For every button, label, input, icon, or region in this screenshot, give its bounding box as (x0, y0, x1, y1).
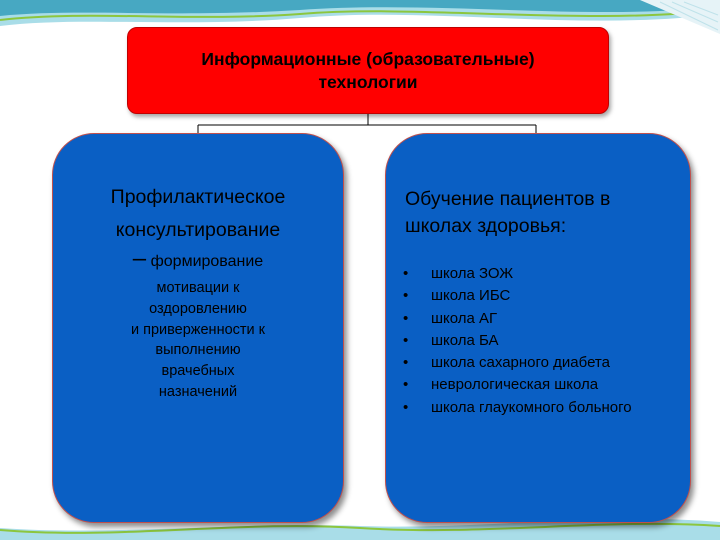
school-list (403, 263, 632, 419)
left-body-line: мотивации к (156, 280, 240, 296)
right-card (385, 133, 691, 523)
list-item-text: школа сахарного диабета (431, 354, 610, 372)
bullet-icon: • (403, 354, 409, 372)
list-item (403, 285, 632, 307)
left-dash-line (63, 245, 333, 272)
list-item (403, 330, 632, 352)
left-body-line: врачебных (161, 363, 235, 380)
left-heading (53, 181, 343, 247)
bullet-icon: • (403, 309, 409, 327)
list-item-text: школа ИБС (431, 287, 511, 305)
left-card (52, 133, 344, 523)
list-item-text: неврологическая школа (431, 376, 599, 394)
list-item (403, 374, 632, 396)
left-body-line: оздоровлению (149, 300, 247, 317)
right-heading (405, 186, 685, 240)
list-item-text: школа ЗОЖ (431, 265, 514, 282)
list-item-text: школа БА (431, 331, 499, 349)
left-heading-line-2: консультирование (115, 219, 281, 241)
bullet-icon: • (403, 287, 409, 305)
bullet-icon: • (403, 331, 409, 349)
bullet-icon: • (403, 376, 409, 394)
list-item (403, 397, 632, 419)
title-box (127, 27, 609, 114)
dash-glyph: – (132, 245, 147, 272)
left-dash-text: формирование (150, 253, 264, 270)
list-item (403, 308, 632, 330)
bullet-icon: • (403, 398, 409, 416)
list-item-text: школа глаукомного больного (431, 398, 632, 416)
right-heading-line-1: Обучение пациентов в (405, 188, 611, 210)
title-line-2: технологии (318, 71, 418, 92)
left-body (73, 278, 323, 403)
left-body-line: назначений (158, 383, 238, 400)
left-heading-line-1: Профилактическое (110, 186, 286, 208)
left-body-line: выполнению (155, 342, 241, 359)
bullet-icon: • (403, 265, 409, 282)
list-item (403, 263, 632, 285)
title-line-1: Информационные (образовательные) (201, 48, 535, 69)
right-heading-line-2: школах здоровья: (405, 215, 567, 237)
list-item-text: школа АГ (431, 309, 498, 327)
list-item (403, 352, 632, 374)
left-body-line: и приверженности к (130, 321, 266, 338)
